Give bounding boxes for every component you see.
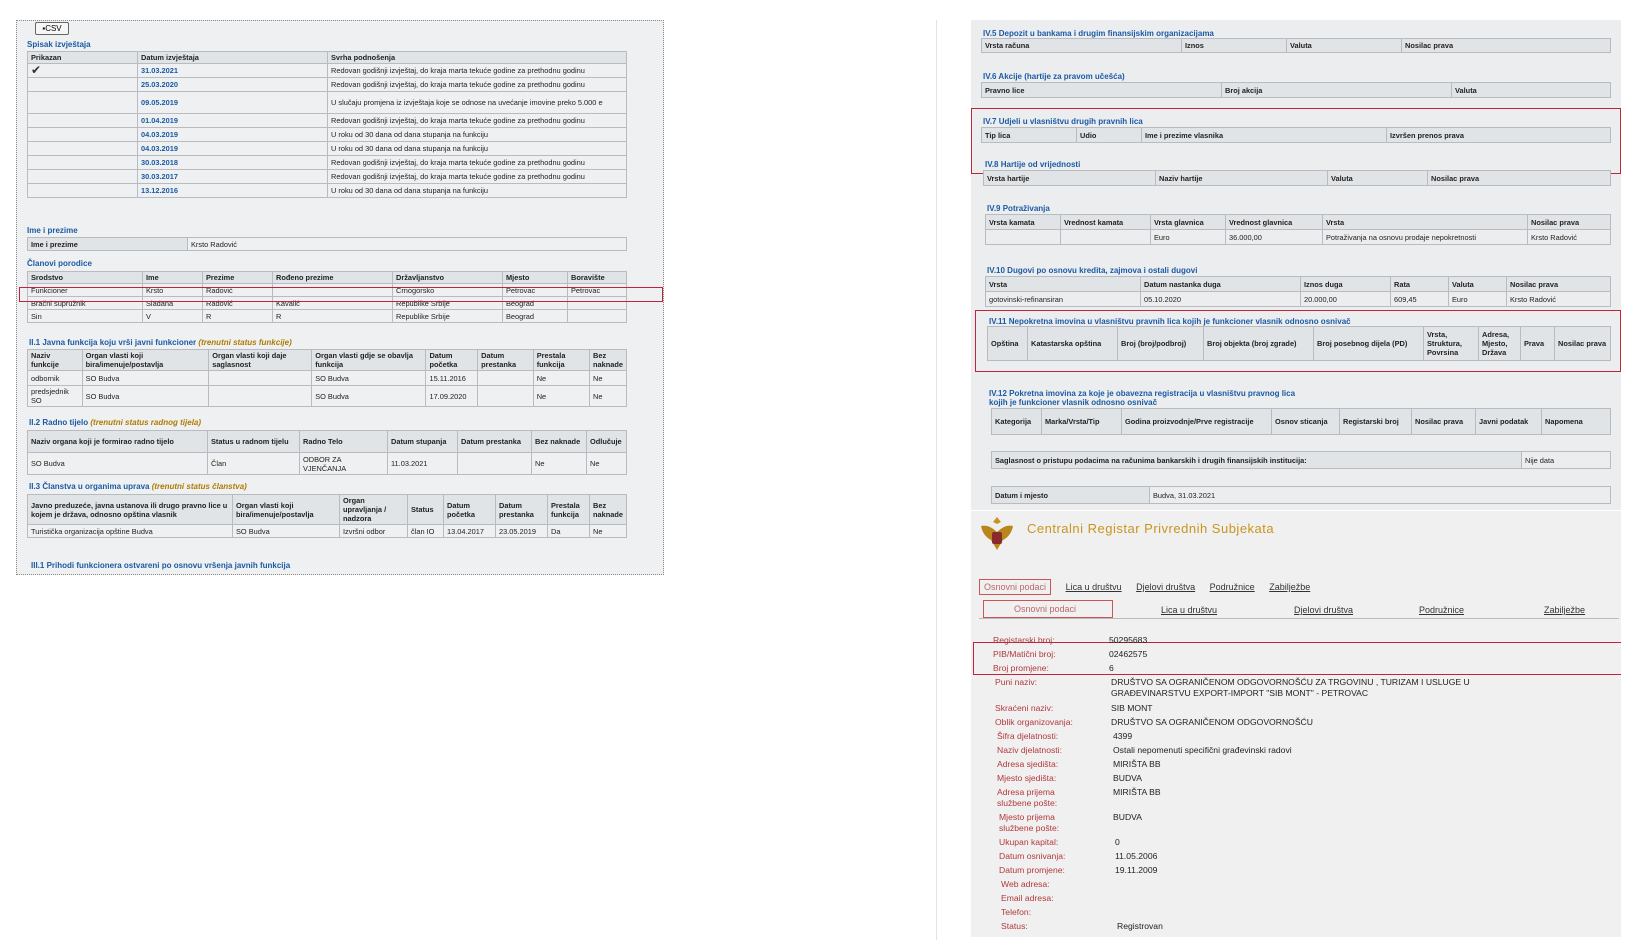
iv9-table: Vrsta kamata Vrednost kamata Vrsta glavnica Vrednost glavnica Vrsta Nosilac prava Euro 36.000,00 Potraživanja na osnovu prodaje nepokretnosti Krsto Radović	[985, 214, 1611, 245]
iv11-table: Opština Katastarska opština Broj (broj/podbroj) Broj objekta (broj zgrade) Broj posebnog dijela (PD) Vrsta, Struktura, Povrsina Adresa, Mjesto, Država Prava Nosilac prava	[987, 326, 1611, 361]
table-row: Funkcioner Krsto Radović Crnogorsko Petrovac Petrovac	[28, 284, 627, 297]
ime-table: Ime i prezime Krsto Radović	[27, 237, 627, 251]
table-row[interactable]: 09.05.2019 U slučaju promjena iz izvještaja koje se odnose na uvećanje imovine preko 5.000 e	[28, 92, 627, 114]
iv7-title: IV.7 Udjeli u vlasništvu drugih pravnih lica	[983, 117, 1143, 126]
ukupan-kapital: 0	[1115, 837, 1120, 847]
puni-naziv-cont: GRAĐEVINARSTVU EXPORT-IMPORT "SIB MONT" - PETROVAC	[1111, 688, 1369, 698]
ii1-table: Naziv funkcije Organ vlasti koji bira/imenuje/postavlja Organ vlasti koji daje saglasnost Organ vlasti gdje se obavlja funkcija Datum početka Datum prestanka Prestala funkcija Bez naknade odbornik SO Budva SO Budva 15.11.2016 Ne Ne predsjednik SO SO Budva SO Budva 17.09.2020 Ne Ne	[27, 349, 627, 407]
report-date-link[interactable]: 30.03.2018	[138, 156, 328, 170]
checkmark-icon: ✔	[31, 62, 42, 77]
mjesto-prijema: BUDVA	[1113, 812, 1142, 822]
iv5-table: Vrsta računa Iznos Valuta Nosilac prava	[981, 38, 1611, 53]
divider	[936, 20, 937, 940]
tab-zabiljezbe[interactable]: Zabilježbe	[1269, 582, 1311, 592]
table-row[interactable]: ✔ 31.03.2021 Redovan godišnji izvještaj, do kraja marta tekuće godine za prethodnu godinu	[28, 64, 627, 78]
table-row: predsjednik SO SO Budva SO Budva 17.09.2020 Ne Ne	[28, 386, 627, 407]
report-date-link[interactable]: 25.03.2020	[138, 78, 328, 92]
col-svrha: Svrha podnošenja	[328, 52, 627, 64]
oblik-organizovanja: DRUŠTVO SA OGRANIČENOM ODGOVORNOŠĆU	[1111, 717, 1313, 727]
iv12-title: IV.12 Pokretna imovina za koje je obavezna registracija u vlasništvu pravnog lica	[989, 389, 1296, 398]
report-date-link[interactable]: 04.03.2019	[138, 142, 328, 156]
table-row[interactable]: 30.03.2017 Redovan godišnji izvještaj, do kraja marta tekuće godine za prethodnu godinu	[28, 170, 627, 184]
table-row[interactable]: 04.03.2019 U roku od 30 dana od dana stupanja na funkciju	[28, 142, 627, 156]
table-row[interactable]: 13.12.2016 U roku od 30 dana od dana stupanja na funkciju	[28, 184, 627, 198]
tab-osnovni-podaci[interactable]: Osnovni podaci	[979, 579, 1051, 595]
table-row: SO Budva Član ODBOR ZA VJENČANJA 11.03.2021 Ne Ne	[28, 453, 627, 475]
clanovi-table: Srodstvo Ime Prezime Rođeno prezime Državljanstvo Mjesto Boravište Funkcioner Krsto Radović Crnogorsko Petrovac Petrovac Bračni supružnik Slađana Radović Kavalić Republike Srbije Beograd Sin V R R Republike Srbije Beograd	[27, 271, 627, 323]
col-prikazan: Prikazan	[28, 52, 138, 64]
ime-value: Krsto Radović	[188, 238, 627, 251]
puni-naziv: DRUŠTVO SA OGRANIČENOM ODGOVORNOŠĆU ZA TRGOVINU , TURIZAM I USLUGE U	[1111, 677, 1470, 687]
spisak-table	[27, 51, 627, 198]
table-row[interactable]: 25.03.2020 Redovan godišnji izvještaj, do kraja marta tekuće godine za prethodnu godinu	[28, 78, 627, 92]
tab-lica-u-drustvu[interactable]: Lica u društvu	[1065, 582, 1122, 592]
table-row[interactable]: 30.03.2018 Redovan godišnji izvještaj, do kraja marta tekuće godine za prethodnu godinu	[28, 156, 627, 170]
tab2-lica-u-drustvu[interactable]: Lica u društvu	[1161, 605, 1218, 615]
table-row: Euro 36.000,00 Potraživanja na osnovu prodaje nepokretnosti Krsto Radović	[986, 230, 1611, 245]
table-row[interactable]: 04.03.2019 U roku od 30 dana od dana stupanja na funkciju	[28, 128, 627, 142]
tabs-primary	[979, 579, 1322, 595]
table-row: Bračni supružnik Slađana Radović Kavalić Republike Srbije Beograd	[28, 297, 627, 310]
table-row[interactable]: 01.04.2019 Redovan godišnji izvještaj, do kraja marta tekuće godine za prethodnu godinu	[28, 114, 627, 128]
mjesto-sjedista: BUDVA	[1113, 773, 1142, 783]
adresa-sjedista: MIRIŠTA BB	[1113, 759, 1161, 769]
report-date-link[interactable]: 13.12.2016	[138, 184, 328, 198]
tab-podruznice[interactable]: Podružnice	[1209, 582, 1255, 592]
iv10-table: Vrsta Datum nastanka duga Iznos duga Rata Valuta Nosilac prava gotovinski-refinansiran 05.10.2020 20.000,00 609,45 Euro Krsto Radović	[985, 276, 1611, 307]
tab2-zabiljezbe[interactable]: Zabilježbe	[1544, 605, 1586, 615]
saglasnost-table: Saglasnost o pristupu podacima na računima bankarskih i drugih finansijskih institucija: Nije data	[991, 451, 1611, 469]
iv11-title: IV.11 Nepokretna imovina u vlasništvu pravnih lica kojih je funkcioner vlasnik odnosno osnivač	[989, 317, 1351, 326]
iv8-table: Vrsta hartije Naziv hartije Valuta Nosilac prava	[983, 170, 1611, 186]
iv8-title: IV.8 Hartije od vrijednosti	[985, 160, 1081, 169]
datum-promjene: 19.11.2009	[1115, 865, 1158, 875]
iv7-table: Tip lica Udio Ime i prezime vlasnika Izvršen prenos prava	[981, 127, 1611, 143]
registarski-broj: 50295683	[1109, 635, 1148, 645]
table-row: gotovinski-refinansiran 05.10.2020 20.000,00 609,45 Euro Krsto Radović	[986, 292, 1611, 307]
table-row: odbornik SO Budva SO Budva 15.11.2016 Ne Ne	[28, 371, 627, 386]
ii2-table: Naziv organa koji je formirao radno tijelo Status u radnom tijelu Radno Telo Datum stupanja Datum prestanka Bez naknade Odlučuje SO Budva Član ODBOR ZA VJENČANJA 11.03.2021 Ne Ne	[27, 430, 627, 475]
tab-djelovi-drustva[interactable]: Djelovi društva	[1136, 582, 1196, 592]
asset-declaration-scan	[16, 20, 664, 575]
status-value: Registrovan	[1117, 921, 1163, 931]
highlight-funkcioner-row	[19, 287, 663, 302]
iv9-title: IV.9 Potraživanja	[987, 204, 1050, 213]
datum-osnivanja: 11.05.2006	[1115, 851, 1158, 861]
iv12-title-2: kojih je funkcioner vlasnik odnosno osnivač	[989, 398, 1158, 407]
iv6-table: Pravno lice Broj akcija Valuta	[981, 82, 1611, 98]
adresa-prijema: MIRIŠTA BB	[1113, 787, 1161, 797]
crps-registry-screenshot: Centralni Registar Privrednih Subjekata Osnovni podaci Lica u društvu Djelovi društva Podružnice Zabilježbe Osnovni podaci Lica u društvu Djelovi društva Podružnice Zabilježbe Registarski broj: 50295683 PIB/Matični broj: 02462575 Broj promjene: 6 Puni naziv: DRUŠTVO SA OGRANIČENOM ODGOVORNOŠĆU ZA TRGOVINU , TURIZAM I USLUGE U GRAĐEVINARSTVU EXPORT-IMPORT "SIB MONT" - PETROVAC Skraćeni naziv: SIB MONT Oblik organizovanja: DRUŠTVO SA OGRANIČENOM ODGOVORNOŠĆU Šifra djelatnosti: 4399 Naziv djelatnosti: Ostali nepomenuti specifični građevinski radovi Adresa sjedišta: MIRIŠTA BB Mjesto sjedišta: BUDVA Adresa prijema MIRIŠTA BB službene pošte: Mjesto prijema BUDVA službene pošte: Ukupan kapital: 0 Datum osnivanja: 11.05.2006 Datum promjene: 19.11.2009 Web adresa: Email adresa: Telefon: Status: Registrovan	[971, 511, 1621, 937]
ii2-title: II.2 Radno tijelo (trenutni status radnog tijela)	[29, 418, 202, 427]
naziv-djelatnosti: Ostali nepomenuti specifični građevinski radovi	[1113, 745, 1292, 755]
report-date-link[interactable]: 04.03.2019	[138, 128, 328, 142]
report-date-link[interactable]: 01.04.2019	[138, 114, 328, 128]
pib: 02462575	[1109, 649, 1148, 659]
tabs-secondary	[979, 601, 1619, 619]
sifra-djelatnosti: 4399	[1113, 731, 1133, 741]
report-date-link[interactable]: 09.05.2019	[138, 92, 328, 114]
table-row: Sin V R R Republike Srbije Beograd	[28, 310, 627, 323]
tab2-podruznice[interactable]: Podružnice	[1419, 605, 1465, 615]
broj-promjene: 6	[1109, 663, 1114, 673]
report-date-link[interactable]: 30.03.2017	[138, 170, 328, 184]
col-datum: Datum izvještaja	[138, 52, 328, 64]
table-row: Turistička organizacija opštine Budva SO Budva Izvršni odbor član IO 13.04.2017 23.05.2019 Da Ne	[28, 525, 627, 538]
highlight-puni-naziv	[973, 642, 1621, 675]
iii1-title: III.1 Prihodi funkcionera ostvareni po osnovu vršenja javnih funkcija	[31, 561, 291, 570]
iv12-table: Kategorija Marka/Vrsta/Tip Godina proizvodnje/Prve registracije Osnov sticanja Registarski broj Nosilac prava Javni podatak Napomena	[991, 408, 1611, 435]
tab2-osnovni-podaci[interactable]: Osnovni podaci	[983, 600, 1113, 618]
report-date-link[interactable]: 31.03.2021	[138, 64, 328, 78]
crps-title: Centralni Registar Privrednih Subjekata	[1027, 521, 1275, 536]
tab2-djelovi-drustva[interactable]: Djelovi društva	[1294, 605, 1354, 615]
iv10-title: IV.10 Dugovi po osnovu kredita, zajmova i ostali dugovi	[987, 266, 1198, 275]
clanovi-title: Članovi porodice	[27, 259, 92, 268]
coat-of-arms-icon	[975, 514, 1019, 554]
asset-declaration-scan-2	[971, 20, 1621, 510]
iv5-title: IV.5 Depozit u bankama i drugim finansijskim organizacijama	[983, 29, 1214, 38]
ii3-title: II.3 Članstva u organima uprava (trenutni status članstva)	[29, 482, 247, 491]
datum-table: Datum i mjesto Budva, 31.03.2021	[991, 486, 1611, 504]
csv-button[interactable]: ▪CSV	[35, 22, 69, 35]
ii1-title: II.1 Javna funkcija koju vrši javni funkcioner (trenutni status funkcije)	[29, 338, 292, 347]
ime-title: Ime i prezime	[27, 226, 78, 235]
ii3-table: Javno preduzeće, javna ustanova ili drugo pravno lice u kojem je država, odnosno opština vlasnik Organ vlasti koji bira/imenuje/postavlja Organ upravljanja / nadzora Status Datum početka Datum prestanka Prestala funkcija Bez naknade Turistička organizacija opštine Budva SO Budva Izvršni odbor član IO 13.04.2017 23.05.2019 Da Ne	[27, 494, 627, 538]
iv6-title: IV.6 Akcije (hartije za pravom učešća)	[983, 72, 1125, 81]
spisak-title: Spisak izvještaja	[27, 40, 91, 49]
skraceni-naziv: SIB MONT	[1111, 703, 1153, 713]
